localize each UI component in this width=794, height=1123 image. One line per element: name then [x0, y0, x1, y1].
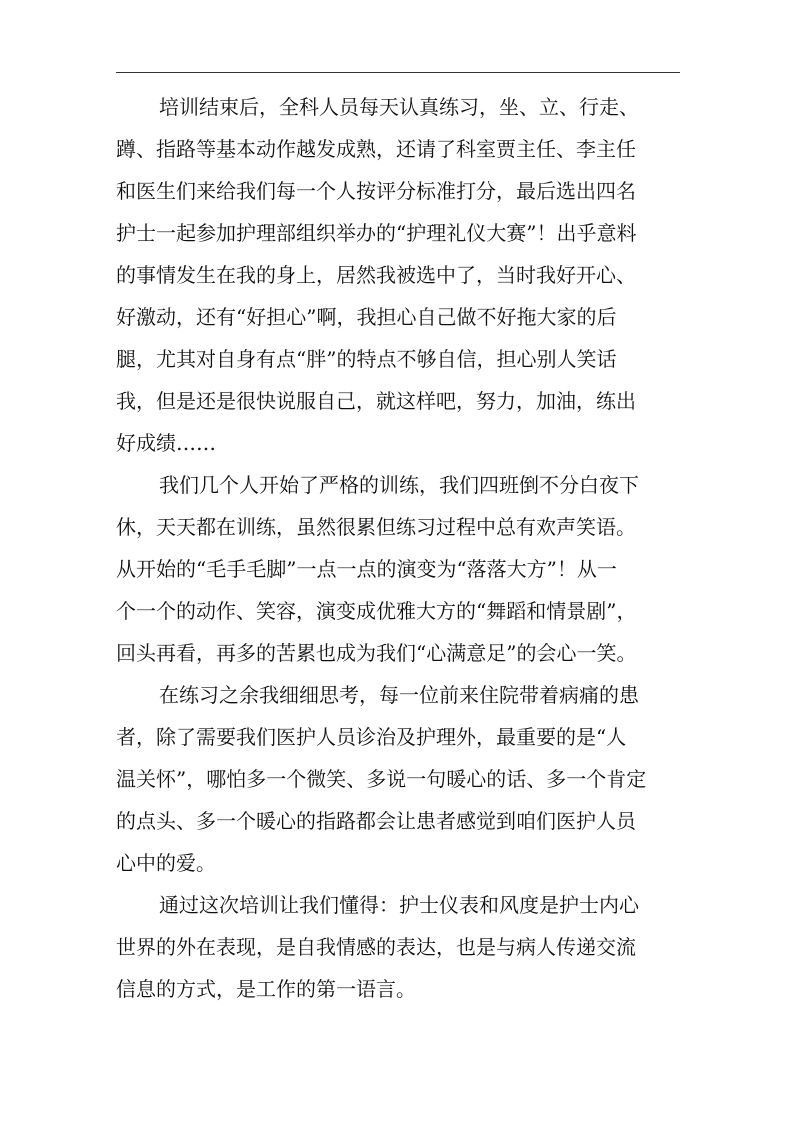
- text-line: 从开始的“毛手毛脚”一点一点的演变为“落落大方”！从一: [116, 557, 617, 581]
- text-line: 休，天天都在训练，虽然很累但练习过程中总有欢声笑语。: [116, 515, 636, 539]
- text-line: 的点头、多一个暖心的指路都会让患者感觉到咱们医护人员: [116, 809, 636, 833]
- document-body: [116, 86, 680, 1010]
- text-line: 在练习之余我细细思考，每一位前来住院带着病痛的患: [159, 683, 639, 707]
- text-line: 腿，尤其对自身有点“胖”的特点不够自信，担心别人笑话: [116, 347, 617, 371]
- paragraph-1: [116, 86, 680, 464]
- text-line: 温关怀”，哪怕多一个微笑、多说一句暖心的话、多一个肯定: [116, 767, 647, 791]
- text-line: 者，除了需要我们医护人员诊治及护理外，最重要的是“人: [116, 725, 627, 749]
- text-line: 回头再看，再多的苦累也成为我们“心满意足”的会心一笑。: [116, 641, 637, 665]
- text-line: 护士一起参加护理部组织举办的“护理礼仪大赛”！出乎意料: [116, 221, 637, 245]
- text-line: 我，但是还是很快说服自己，就这样吧，努力，加油，练出: [116, 389, 636, 413]
- text-line: 我们几个人开始了严格的训练，我们四班倒不分白夜下: [159, 473, 639, 497]
- header-rule: [116, 72, 680, 73]
- text-line: 好激动，还有“好担心”啊，我担心自己做不好拖大家的后: [116, 305, 617, 329]
- paragraph-2: [116, 464, 680, 674]
- paragraph-3: [116, 674, 680, 884]
- paragraph-4: [116, 884, 680, 1010]
- text-line: 世界的外在表现，是自我情感的表达，也是与病人传递交流: [116, 935, 636, 959]
- text-line: 培训结束后，全科人员每天认真练习，坐、立、行走、: [159, 95, 639, 119]
- text-line: 通过这次培训让我们懂得：护士仪表和风度是护士内心: [159, 893, 639, 917]
- text-line: 心中的爱。: [116, 851, 216, 875]
- text-line: 和医生们来给我们每一个人按评分标准打分，最后选出四名: [116, 179, 636, 203]
- text-line: 信息的方式，是工作的第一语言。: [116, 977, 416, 1001]
- text-line: 好成绩……: [116, 431, 216, 455]
- text-line: 的事情发生在我的身上，居然我被选中了，当时我好开心、: [116, 263, 636, 287]
- text-line: 个一个的动作、笑容，演变成优雅大方的“舞蹈和情景剧”，: [116, 599, 637, 623]
- text-line: 蹲、指路等基本动作越发成熟，还请了科室贾主任、李主任: [116, 137, 636, 161]
